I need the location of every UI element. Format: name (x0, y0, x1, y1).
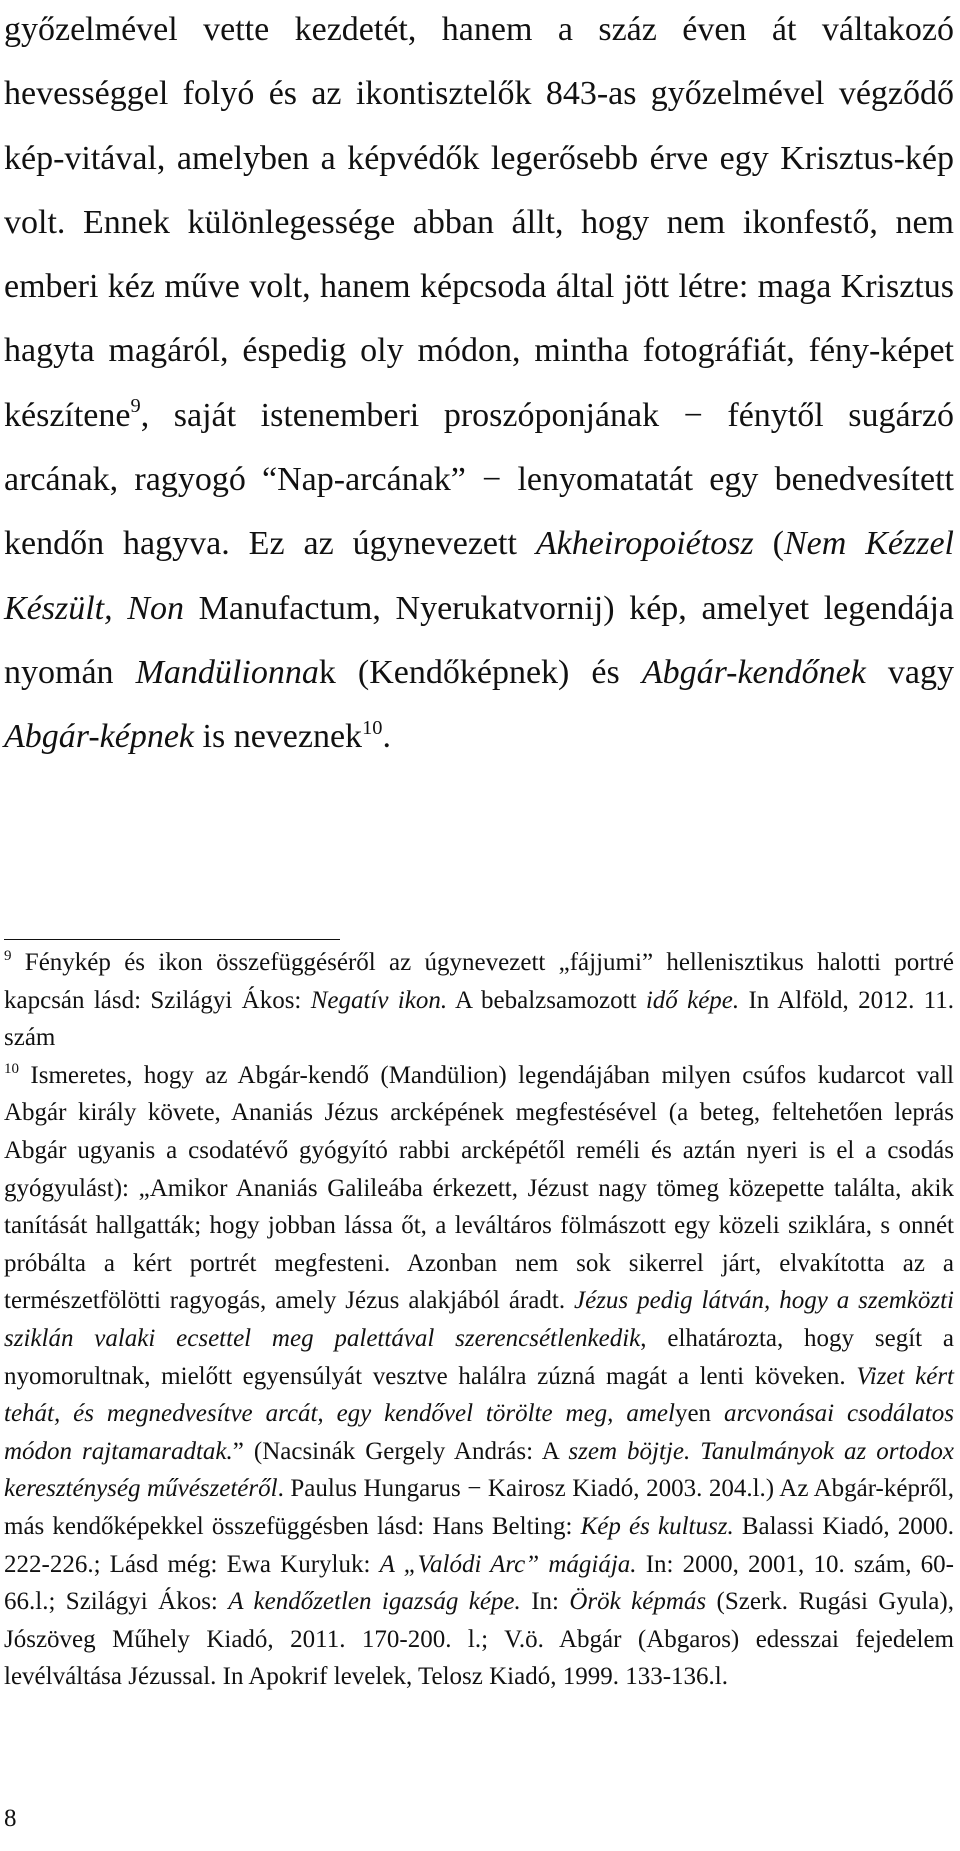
footnote-text: A bebalzsamozott (447, 986, 646, 1014)
footnote-text: ” (Nacsinák Gergely András: A (232, 1437, 569, 1465)
footnote-text: Fénykép és ikon összefüggéséről az úgynevezett „fájjumi” hellenisztikus halotti portré kapcsán lásd: Szilágyi Ákos: (4, 949, 954, 1014)
italic-term: Mandülionna (135, 653, 319, 691)
footnote-italic: szem böjtje. Tanulmányok az ortodox kereszténység művészetéről (4, 1437, 955, 1503)
body-text-segment: ( (753, 525, 784, 563)
italic-term: Abgár-kendőnek (641, 653, 866, 691)
footnote-italic: Örök képmás (569, 1588, 707, 1616)
body-text-segment: Manufactum, Nyerukatvornij) kép, amelyet legendája nyomán (4, 589, 954, 691)
footnote-text: Balassi Kiadó, 2000. 222-226.; Lásd még: Ewa Kuryluk: (4, 1512, 954, 1578)
footnote-9 (4, 944, 954, 1057)
body-text-segment: k (Kendőképnek) és (318, 653, 642, 691)
italic-term: Akheiropoiétosz (535, 525, 754, 563)
footnote-10 (4, 1057, 954, 1696)
footnote-text: In Alföld, 2012. 11. szám (4, 986, 954, 1052)
footnote-number: 9 (4, 947, 12, 964)
document-page (4, 0, 954, 1851)
body-text-segment: , saját istenemberi proszóponjának − fénytől sugárzó arcának, ragyogó “Nap-arcának” − lenyomatatát egy benedvesített kendőn hagyva. Ez az úgynevezett (4, 396, 954, 563)
body-text-segment: győzelmével vette kezdetét, hanem a száz éven át váltakozó hevességgel folyó és az ikontisztelők 843-as győzelmével végződő kép-vitával, amelyben a képvédők legerősebb érve egy Krisztus-kép volt. Ennek különlegessége abban állt, hogy nem ikonfestő, nem emberi kéz műve volt, hanem képcsoda által jött létre: maga Krisztus hagyta magáról, éspedig oly módon, mintha fotográfiát, fény-képet készítene (4, 11, 954, 434)
footnote-text: , elhatározta, hogy segít a nyomorultnak, mielőtt egyensúlyát vesztve halálra zúzná magát a lenti köveken. (4, 1324, 954, 1390)
footnote-text: In: (520, 1588, 570, 1616)
body-paragraph (4, 0, 954, 770)
footnotes-section (4, 944, 954, 1696)
body-text-segment: vagy (865, 653, 955, 691)
body-text-segment: is neveznek (194, 718, 363, 756)
footnote-text: In: 2000, 2001, 10. szám, 60-66.l.; Szilágyi Ákos: (4, 1550, 954, 1616)
footnote-ref-9[interactable]: 9 (130, 395, 141, 418)
footnote-text: (Szerk. Rugási Gyula), Jószöveg Műhely Kiadó, 2011. 170-200. l.; V.ö. Abgár (Abgaros) edesszai fejedelem levélváltása Jézussal. In Apokrif levelek, Telosz Kiadó, 1999. 133-136.l. (4, 1588, 954, 1691)
footnote-italic: A kendőzetlen igazság képe. (228, 1588, 521, 1616)
footnote-ref-10[interactable]: 10 (362, 716, 383, 739)
footnote-number: 10 (4, 1060, 19, 1077)
page-number: 8 (4, 1805, 17, 1832)
body-text-segment: . (382, 718, 391, 756)
footnote-italic: arcvonásai csodálatos módon rajtamaradtak. (4, 1400, 954, 1465)
footnote-text: Ismeretes, hogy az Abgár-kendő (Mandülion) legendájában milyen csúfos kudarcot vall Abgár király követe, Ananiás Jézus arcképének megfestésével (a beteg, feltehetően leprás Abgár ugyanis a csodatévő gyógyító rabbi arcképétől reméli és aztán nyeri is el a csodás gyógyulást): „Amikor Ananiás Galileába érkezett, Jézust nagy tömeg közepette találta, akik tanítását hallgatták; hogy jobban lássa őt, a leváltáros fölmászott egy közeli sziklára, s onnét próbálta a kért portrét megfesteni. Azonban nem sok sikerrel járt, elvakította az a természetfölötti ragyogás, amely Jézus alakjából áradt. (4, 1061, 954, 1315)
footnote-italic: Negatív ikon. (310, 986, 448, 1014)
italic-term: Abgár-képnek (4, 718, 195, 756)
footnote-text: yen (674, 1400, 724, 1428)
italic-term: Nem Kézzel Készült, Non (4, 525, 954, 627)
footnote-text: . Paulus Hungarus − Kairosz Kiadó, 2003. 204.l.) Az Abgár-képről, más kendőképekkel összefüggésben lásd: Hans Belting: (4, 1475, 954, 1540)
footnote-separator (4, 939, 340, 940)
footnote-italic: idő képe. (645, 986, 740, 1014)
footnote-italic: A „Valódi Arc” mágiája. (379, 1550, 637, 1578)
footnote-italic: Vizet kért tehát, és megnedvesítve arcát, egy kendővel törölte meg, amel (4, 1362, 955, 1428)
footnote-italic: Jézus pedig látván, hogy a szemközti sziklán valaki ecsettel meg palettával szerencsétlenkedik (4, 1287, 954, 1352)
footnote-italic: Kép és kultusz. (580, 1512, 734, 1540)
